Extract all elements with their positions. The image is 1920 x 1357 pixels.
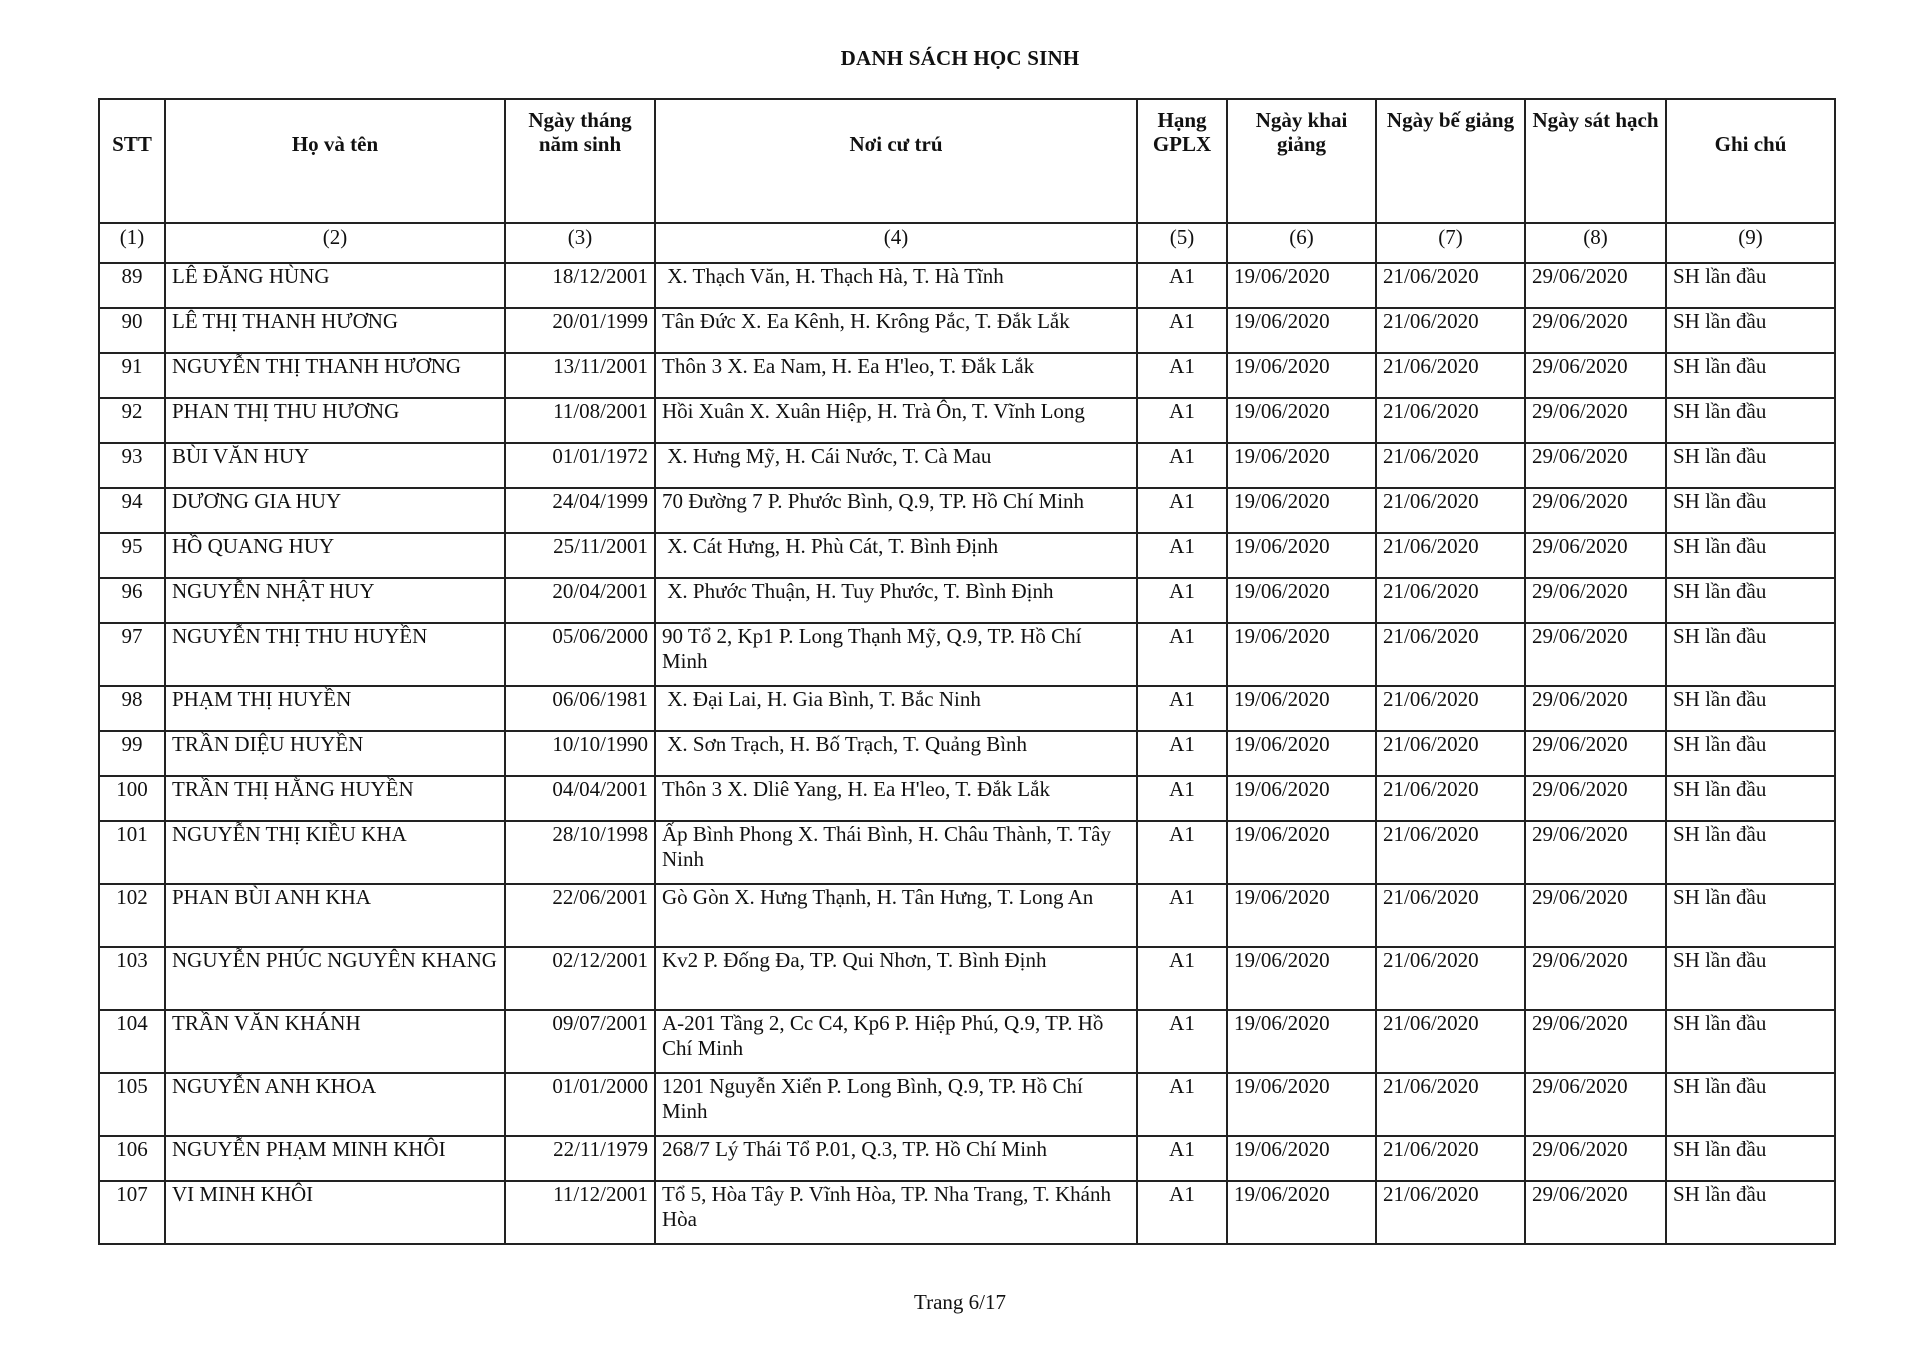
cell-note: SH lần đầu [1666,398,1835,443]
cell-address: 90 Tổ 2, Kp1 P. Long Thạnh Mỹ, Q.9, TP. Hồ Chí Minh [655,623,1137,686]
cell-license-class: A1 [1137,1136,1227,1181]
cell-address: X. Thạch Văn, H. Thạch Hà, T. Hà Tĩnh [655,263,1137,308]
cell-dob: 04/04/2001 [505,776,655,821]
cell-license-class: A1 [1137,578,1227,623]
cell-end-date: 21/06/2020 [1376,353,1525,398]
cell-exam-date: 29/06/2020 [1525,263,1666,308]
cell-exam-date: 29/06/2020 [1525,1181,1666,1244]
cell-stt: 100 [99,776,165,821]
cell-note: SH lần đầu [1666,821,1835,884]
cell-address: Thôn 3 X. Ea Nam, H. Ea H'leo, T. Đắk Lắk [655,353,1137,398]
cell-end-date: 21/06/2020 [1376,1010,1525,1073]
cell-address: Kv2 P. Đống Đa, TP. Qui Nhơn, T. Bình Định [655,947,1137,1010]
header-exam-date: Ngày sát hạch [1525,99,1666,223]
cell-note: SH lần đầu [1666,443,1835,488]
cell-stt: 104 [99,1010,165,1073]
cell-start-date: 19/06/2020 [1227,776,1376,821]
cell-exam-date: 29/06/2020 [1525,947,1666,1010]
cell-note: SH lần đầu [1666,1181,1835,1244]
cell-note: SH lần đầu [1666,353,1835,398]
cell-note: SH lần đầu [1666,686,1835,731]
column-number: (3) [505,223,655,263]
cell-license-class: A1 [1137,731,1227,776]
column-number-row [99,223,1835,263]
cell-exam-date: 29/06/2020 [1525,308,1666,353]
cell-end-date: 21/06/2020 [1376,533,1525,578]
column-number: (1) [99,223,165,263]
cell-stt: 95 [99,533,165,578]
cell-license-class: A1 [1137,353,1227,398]
cell-license-class: A1 [1137,821,1227,884]
cell-dob: 09/07/2001 [505,1010,655,1073]
cell-start-date: 19/06/2020 [1227,947,1376,1010]
cell-address: Tổ 5, Hòa Tây P. Vĩnh Hòa, TP. Nha Trang, T. Khánh Hòa [655,1181,1137,1244]
cell-end-date: 21/06/2020 [1376,821,1525,884]
cell-end-date: 21/06/2020 [1376,1181,1525,1244]
cell-dob: 05/06/2000 [505,623,655,686]
cell-address: X. Đại Lai, H. Gia Bình, T. Bắc Ninh [655,686,1137,731]
cell-name: NGUYỄN ANH KHOA [165,1073,505,1136]
student-table [98,98,1836,1245]
cell-license-class: A1 [1137,308,1227,353]
cell-start-date: 19/06/2020 [1227,731,1376,776]
cell-address: A-201 Tầng 2, Cc C4, Kp6 P. Hiệp Phú, Q.9, TP. Hồ Chí Minh [655,1010,1137,1073]
cell-exam-date: 29/06/2020 [1525,1073,1666,1136]
cell-note: SH lần đầu [1666,1136,1835,1181]
cell-exam-date: 29/06/2020 [1525,488,1666,533]
cell-dob: 18/12/2001 [505,263,655,308]
cell-name: DƯƠNG GIA HUY [165,488,505,533]
cell-start-date: 19/06/2020 [1227,623,1376,686]
cell-start-date: 19/06/2020 [1227,1181,1376,1244]
cell-name: VI MINH KHÔI [165,1181,505,1244]
cell-dob: 01/01/1972 [505,443,655,488]
column-number: (4) [655,223,1137,263]
cell-end-date: 21/06/2020 [1376,1073,1525,1136]
cell-stt: 106 [99,1136,165,1181]
cell-exam-date: 29/06/2020 [1525,443,1666,488]
cell-name: LÊ THỊ THANH HƯƠNG [165,308,505,353]
table-row [99,947,1835,1010]
cell-address: Hồi Xuân X. Xuân Hiệp, H. Trà Ôn, T. Vĩnh Long [655,398,1137,443]
cell-note: SH lần đầu [1666,308,1835,353]
cell-name: NGUYỄN THỊ THANH HƯƠNG [165,353,505,398]
cell-exam-date: 29/06/2020 [1525,884,1666,947]
cell-start-date: 19/06/2020 [1227,398,1376,443]
table-row [99,731,1835,776]
cell-stt: 98 [99,686,165,731]
cell-stt: 93 [99,443,165,488]
cell-stt: 107 [99,1181,165,1244]
cell-dob: 22/11/1979 [505,1136,655,1181]
cell-dob: 25/11/2001 [505,533,655,578]
cell-end-date: 21/06/2020 [1376,686,1525,731]
table-row [99,623,1835,686]
cell-start-date: 19/06/2020 [1227,884,1376,947]
cell-license-class: A1 [1137,443,1227,488]
cell-address: X. Hưng Mỹ, H. Cái Nước, T. Cà Mau [655,443,1137,488]
cell-name: PHAN THỊ THU HƯƠNG [165,398,505,443]
cell-note: SH lần đầu [1666,263,1835,308]
cell-start-date: 19/06/2020 [1227,533,1376,578]
cell-address: X. Cát Hưng, H. Phù Cát, T. Bình Định [655,533,1137,578]
cell-stt: 92 [99,398,165,443]
cell-start-date: 19/06/2020 [1227,308,1376,353]
table-row [99,686,1835,731]
cell-end-date: 21/06/2020 [1376,731,1525,776]
cell-dob: 28/10/1998 [505,821,655,884]
cell-stt: 105 [99,1073,165,1136]
cell-dob: 13/11/2001 [505,353,655,398]
cell-end-date: 21/06/2020 [1376,623,1525,686]
page-number: Trang 6/17 [914,1290,1006,1314]
cell-start-date: 19/06/2020 [1227,443,1376,488]
cell-address: 1201 Nguyễn Xiển P. Long Bình, Q.9, TP. Hồ Chí Minh [655,1073,1137,1136]
cell-dob: 11/12/2001 [505,1181,655,1244]
cell-end-date: 21/06/2020 [1376,1136,1525,1181]
header-start-date: Ngày khai giảng [1227,99,1376,223]
cell-dob: 20/01/1999 [505,308,655,353]
cell-stt: 89 [99,263,165,308]
cell-note: SH lần đầu [1666,623,1835,686]
cell-dob: 02/12/2001 [505,947,655,1010]
table-row [99,533,1835,578]
table-row [99,821,1835,884]
cell-stt: 90 [99,308,165,353]
cell-name: LÊ ĐĂNG HÙNG [165,263,505,308]
cell-start-date: 19/06/2020 [1227,1010,1376,1073]
cell-name: BÙI VĂN HUY [165,443,505,488]
cell-end-date: 21/06/2020 [1376,776,1525,821]
cell-dob: 20/04/2001 [505,578,655,623]
cell-name: NGUYỄN NHẬT HUY [165,578,505,623]
header-row [99,99,1835,223]
table-row [99,884,1835,947]
cell-address: 70 Đường 7 P. Phước Bình, Q.9, TP. Hồ Chí Minh [655,488,1137,533]
cell-end-date: 21/06/2020 [1376,947,1525,1010]
cell-note: SH lần đầu [1666,488,1835,533]
cell-end-date: 21/06/2020 [1376,884,1525,947]
cell-exam-date: 29/06/2020 [1525,578,1666,623]
cell-name: TRẦN DIỆU HUYỀN [165,731,505,776]
cell-exam-date: 29/06/2020 [1525,1136,1666,1181]
header-end-date: Ngày bế giảng [1376,99,1525,223]
cell-note: SH lần đầu [1666,1010,1835,1073]
column-number: (6) [1227,223,1376,263]
student-rows [99,263,1835,1244]
cell-exam-date: 29/06/2020 [1525,353,1666,398]
table-row [99,308,1835,353]
column-number: (2) [165,223,505,263]
cell-name: TRẦN THỊ HẰNG HUYỀN [165,776,505,821]
cell-address: 268/7 Lý Thái Tổ P.01, Q.3, TP. Hồ Chí Minh [655,1136,1137,1181]
cell-stt: 94 [99,488,165,533]
cell-address: Ấp Bình Phong X. Thái Bình, H. Châu Thành, T. Tây Ninh [655,821,1137,884]
cell-stt: 103 [99,947,165,1010]
cell-exam-date: 29/06/2020 [1525,623,1666,686]
table-row [99,353,1835,398]
cell-note: SH lần đầu [1666,1073,1835,1136]
header-note: Ghi chú [1666,99,1835,223]
table-row [99,1181,1835,1244]
cell-license-class: A1 [1137,623,1227,686]
table-row [99,443,1835,488]
cell-dob: 10/10/1990 [505,731,655,776]
cell-end-date: 21/06/2020 [1376,578,1525,623]
table-row [99,1136,1835,1181]
cell-note: SH lần đầu [1666,731,1835,776]
cell-name: NGUYỄN THỊ KIỀU KHA [165,821,505,884]
cell-end-date: 21/06/2020 [1376,488,1525,533]
cell-start-date: 19/06/2020 [1227,353,1376,398]
cell-stt: 102 [99,884,165,947]
cell-name: NGUYỄN PHẠM MINH KHÔI [165,1136,505,1181]
header-address: Nơi cư trú [655,99,1137,223]
cell-start-date: 19/06/2020 [1227,578,1376,623]
table-row [99,263,1835,308]
cell-license-class: A1 [1137,1181,1227,1244]
column-number: (8) [1525,223,1666,263]
cell-address: Thôn 3 X. Dliê Yang, H. Ea H'leo, T. Đắk Lắk [655,776,1137,821]
cell-stt: 91 [99,353,165,398]
cell-license-class: A1 [1137,947,1227,1010]
cell-dob: 22/06/2001 [505,884,655,947]
cell-end-date: 21/06/2020 [1376,263,1525,308]
cell-address: Gò Gòn X. Hưng Thạnh, H. Tân Hưng, T. Long An [655,884,1137,947]
cell-exam-date: 29/06/2020 [1525,533,1666,578]
header-dob: Ngày tháng năm sinh [505,99,655,223]
cell-end-date: 21/06/2020 [1376,443,1525,488]
cell-start-date: 19/06/2020 [1227,1073,1376,1136]
cell-exam-date: 29/06/2020 [1525,821,1666,884]
table-row [99,578,1835,623]
table-row [99,398,1835,443]
column-number: (5) [1137,223,1227,263]
cell-dob: 11/08/2001 [505,398,655,443]
cell-name: PHAN BÙI ANH KHA [165,884,505,947]
cell-license-class: A1 [1137,398,1227,443]
cell-note: SH lần đầu [1666,578,1835,623]
cell-address: Tân Đức X. Ea Kênh, H. Krông Pắc, T. Đắk Lắk [655,308,1137,353]
cell-note: SH lần đầu [1666,776,1835,821]
cell-end-date: 21/06/2020 [1376,308,1525,353]
cell-address: X. Phước Thuận, H. Tuy Phước, T. Bình Định [655,578,1137,623]
cell-start-date: 19/06/2020 [1227,821,1376,884]
cell-name: HỒ QUANG HUY [165,533,505,578]
column-number: (7) [1376,223,1525,263]
document-title: DANH SÁCH HỌC SINH [840,46,1080,70]
cell-stt: 97 [99,623,165,686]
cell-license-class: A1 [1137,1073,1227,1136]
cell-stt: 101 [99,821,165,884]
cell-license-class: A1 [1137,1010,1227,1073]
cell-start-date: 19/06/2020 [1227,263,1376,308]
cell-dob: 24/04/1999 [505,488,655,533]
column-number: (9) [1666,223,1835,263]
table-row [99,488,1835,533]
cell-license-class: A1 [1137,263,1227,308]
cell-dob: 01/01/2000 [505,1073,655,1136]
header-stt: STT [99,99,165,223]
cell-license-class: A1 [1137,533,1227,578]
cell-license-class: A1 [1137,686,1227,731]
cell-name: TRẦN VĂN KHÁNH [165,1010,505,1073]
cell-name: NGUYỄN THỊ THU HUYỀN [165,623,505,686]
cell-address: X. Sơn Trạch, H. Bố Trạch, T. Quảng Bình [655,731,1137,776]
cell-start-date: 19/06/2020 [1227,686,1376,731]
table-row [99,1073,1835,1136]
cell-note: SH lần đầu [1666,947,1835,1010]
cell-license-class: A1 [1137,884,1227,947]
cell-name: NGUYỄN PHÚC NGUYÊN KHANG [165,947,505,1010]
cell-dob: 06/06/1981 [505,686,655,731]
cell-start-date: 19/06/2020 [1227,1136,1376,1181]
cell-exam-date: 29/06/2020 [1525,1010,1666,1073]
table-row [99,776,1835,821]
table-row [99,1010,1835,1073]
cell-exam-date: 29/06/2020 [1525,731,1666,776]
cell-note: SH lần đầu [1666,533,1835,578]
cell-license-class: A1 [1137,488,1227,533]
cell-name: PHẠM THỊ HUYỀN [165,686,505,731]
cell-start-date: 19/06/2020 [1227,488,1376,533]
cell-exam-date: 29/06/2020 [1525,398,1666,443]
cell-note: SH lần đầu [1666,884,1835,947]
header-license-class: Hạng GPLX [1137,99,1227,223]
cell-exam-date: 29/06/2020 [1525,776,1666,821]
cell-end-date: 21/06/2020 [1376,398,1525,443]
cell-license-class: A1 [1137,776,1227,821]
cell-stt: 99 [99,731,165,776]
header-name: Họ và tên [165,99,505,223]
cell-exam-date: 29/06/2020 [1525,686,1666,731]
cell-stt: 96 [99,578,165,623]
